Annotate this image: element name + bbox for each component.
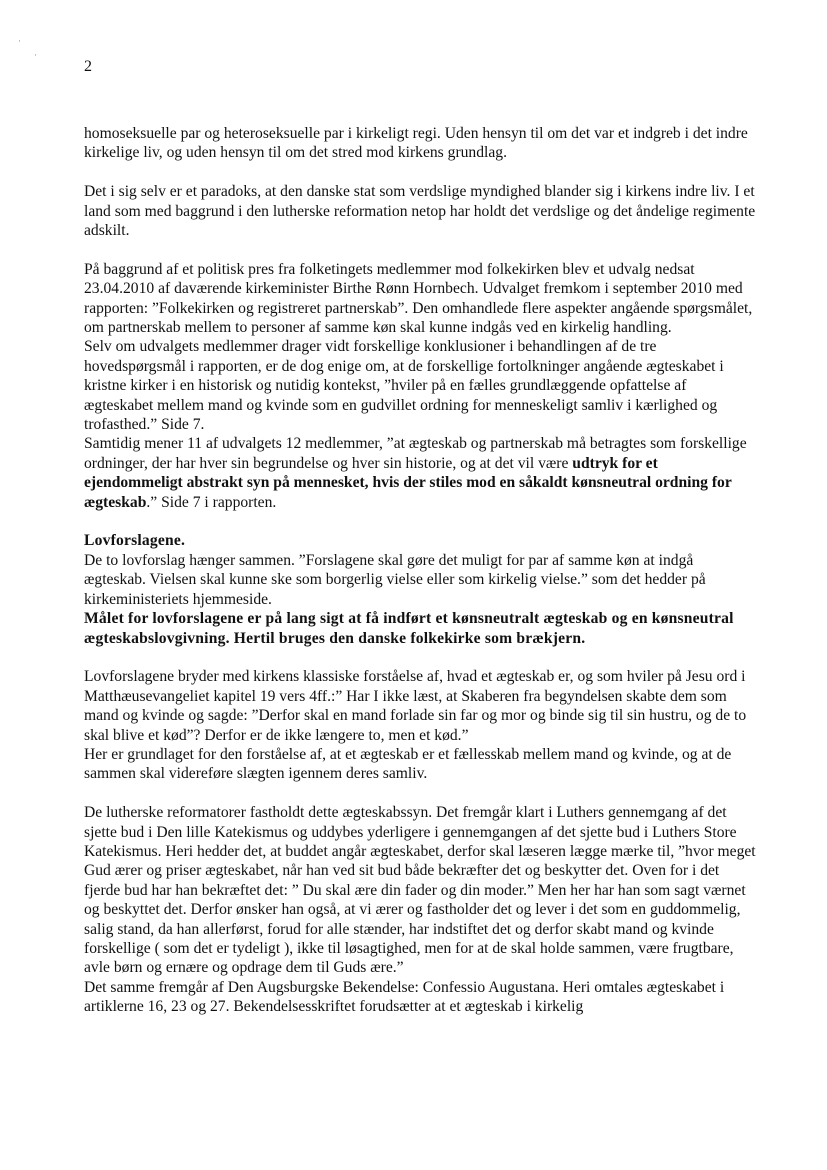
body-text xyxy=(84,124,756,1017)
scan-speck: · xyxy=(18,36,21,46)
paragraph: Her er grundlaget for den forståelse af, at et ægteskab er et fællesskab mellem mand og kvinde, og at de sammen skal videreføre slægten igennem deres samliv. xyxy=(84,745,732,783)
bold-emphasis: udtryk for et ejendommeligt abstrakt syn på mennesket, hvis der stiles mod en såkaldt kønsneutral ordning for ægteskab xyxy=(84,454,732,511)
paragraph-text: .” Side 7 i rapporten. xyxy=(146,493,277,511)
paragraph: Selv om udvalgets medlemmer drager vidt forskellige konklusioner i behandlingen af de tre hovedspørgsmål i rapporten, er de dog enige om, at de forskellige fortolkninger angående ægteskabet i kristne kirker i en historisk og nutidig kontekst, ”hviler på en fælles grundlæggende opfattelse af ægteskabet mellem mand og kvinde som en gudvillet ordning for menneskeligt samliv i kærlighed og trofasthed.” Side 7. xyxy=(84,338,724,434)
paragraph: Det samme fremgår af Den Augsburgske Bekendelse: Confessio Augustana. Heri omtales ægteskabet i artiklerne 16, 23 og 27. Bekendelsesskriftet forudsætter at et ægteskab i kirkelig xyxy=(84,978,725,1016)
bold-paragraph: Målet for lovforslagene er på lang sigt at få indført et kønsneutralt ægteskab og en kønsneutral ægteskabslovgivning. Hertil bruges den danske folkekirke som brækjern. xyxy=(84,610,734,647)
paragraph: homoseksuelle par og heteroseksuelle par i kirkeligt regi. Uden hensyn til om det var et indgreb i det indre kirkelige liv, og uden hensyn til om det stred mod kirkens grundlag. xyxy=(84,125,748,162)
paragraph: De lutherske reformatorer fastholdt dette ægteskabssyn. Det fremgår klart i Luthers gennemgang af det sjette bud i Den lille Katekismus og uddybes yderligere i gennemgangen af det sjette bud i Luthers Store Katekismus. Heri hedder det, at buddet angår ægteskabet, derfor skal læseren lægge mærke til, ”hvor meget Gud ærer og priser ægteskabet, når han ved sit bud både bekræfter det og beskytter det. Oven for i det fjerde bud har han bekræftet det: ” Du skal ære din fader og din moder.” Men her har han som sagt værnet og beskyttet det. Derfor ønsker han også, at vi ærer og fastholder det og lever i det som en guddommelig, salig stand, da han allerførst, forud for alle stænder, har indstiftet det og derfor skabt mand og kvinde forskellige ( som det er tydeligt ), ikke til løsagtighed, men for at de skal holde sammen, være frugtbare, avle børn og ernære og opdrage dem til Guds ære.” xyxy=(84,804,756,977)
paragraph: På baggrund af et politisk pres fra folketingets medlemmer mod folkekirken blev et udvalg nedsat 23.04.2010 af daværende kirkeminister Birthe Rønn Hornbech. Udvalget fremkom i september 2010 med rapporten: ”Folkekirken og registreret partnerskab”. Den omhandlede flere aspekter angående spørgsmålet, om partnerskab mellem to personer af samme køn skal kunne indgås ved en kirkelig handling. xyxy=(84,260,753,337)
page-number: 2 xyxy=(84,58,92,75)
paragraph: Det i sig selv er et paradoks, at den danske stat som verdslige myndighed blander sig i kirkens indre liv. I et land som med baggrund i den lutherske reformation netop har holdt det verdslige og det åndelige regimente adskilt. xyxy=(84,183,756,240)
paragraph-text: Samtidig mener 11 af udvalgets 12 medlemmer, ”at ægteskab og partnerskab må betragtes som forskellige ordninger, der har hver sin begrundelse og hver sin historie, og at det vil være xyxy=(84,435,747,472)
section-heading: Lovforslagene. xyxy=(84,532,186,550)
paragraph xyxy=(84,434,756,512)
paragraph: Lovforslagene bryder med kirkens klassiske forståelse af, hvad et ægteskab er, og som hviler på Jesu ord i Matthæusevangeliet kapitel 19 vers 4ff.:” Har I ikke læst, at Skaberen fra begyndelsen skabte dem som mand og kvinde og sagde: ”Derfor skal en mand forlade sin far og mor og binde sig til sin hustru, og de to skal blive et kød”? Derfor er de ikke længere to, men et kød.” xyxy=(84,668,747,744)
scan-speck: · xyxy=(34,50,37,60)
paragraph: De to lovforslag hænger sammen. ”Forslagene skal gøre det muligt for par af samme køn at indgå ægteskab. Vielsen skal kunne ske som borgerlig vielse eller som kirkelig vielse.” som det hedder på kirkeministeriets hjemmeside. xyxy=(84,551,706,608)
